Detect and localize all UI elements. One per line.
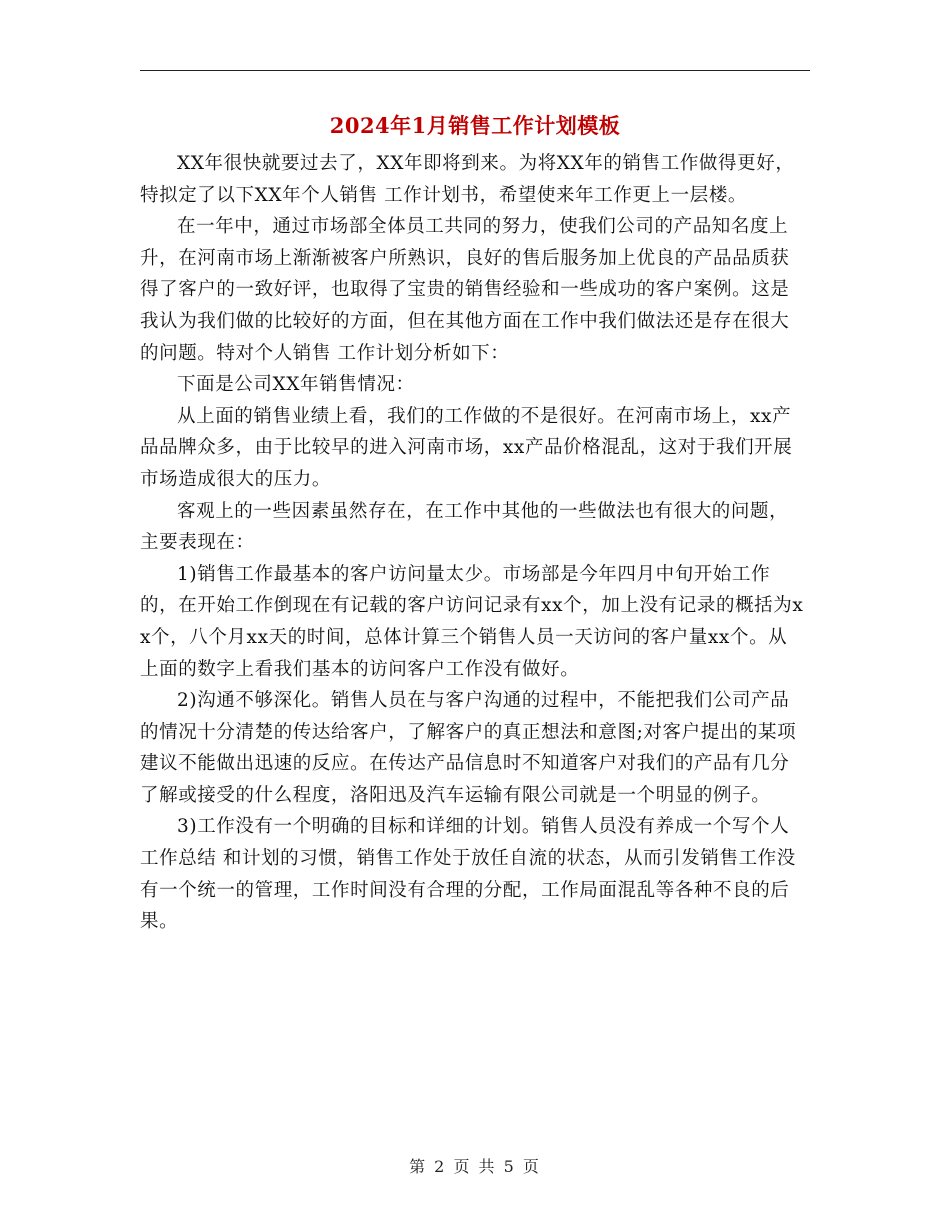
document-body [140,148,805,938]
paragraph: 下面是公司XX年销售情况： [177,374,415,396]
paragraph: 1)销售工作最基本的客户访问量太少。市场部是今年四月中旬开始工作的，在开始工作倒现在有记载的客户访问记录有xx个，加上没有记录的概括为xx个，八个月xx天的时间，总体计算三个销售人员一天访问的客户量xx个。从上面的数字上看我们基本的访问客户工作没有做好。 [140,563,804,680]
paragraph: 3)工作没有一个明确的目标和详细的计划。销售人员没有养成一个写个人 工作总结 和计划的习惯，销售工作处于放任自流的状态，从而引发销售工作没有一个统一的管理，工作时间没有合理的分配，工作局面混乱等各种不良的后果。 [140,816,796,933]
paragraph: 从上面的销售业绩上看，我们的工作做的不是很好。在河南市场上，xx产品品牌众多，由于比较早的进入河南市场，xx产品价格混乱，这对于我们开展市场造成很大的压力。 [140,405,793,490]
header-rule [140,70,810,71]
paragraph: 2)沟通不够深化。销售人员在与客户沟通的过程中，不能把我们公司产品的情况十分清楚的传达给客户，了解客户的真正想法和意图;对客户提出的某项建议不能做出迅速的反应。在传达产品信息时不知道客户对我们的产品有几分了解或接受的什么程度，洛阳迅及汽车运输有限公司就是一个明显的例子。 [140,690,797,806]
document-title: 2024年1月销售工作计划模板 [329,113,621,138]
page-number-footer: 第 2 页 共 5 页 [409,1157,541,1176]
paragraph: 在一年中，通过市场部全体员工共同的努力，使我们公司的产品知名度上升，在河南市场上渐渐被客户所熟识，良好的售后服务加上优良的产品品质获得了客户的一致好评，也取得了宝贵的销售经验和一些成功的客户案例。这是我认为我们做的比较好的方面，但在其他方面在工作中我们做法还是存在很大的问题。特对个人销售 工作计划分析如下： [140,216,790,364]
paragraph: 客观上的一些因素虽然存在，在工作中其他的一些做法也有很大的问题，主要表现在： [140,500,789,554]
paragraph: XX年很快就要过去了，XX年即将到来。为将XX年的销售工作做得更好，特拟定了以下XX年个人销售 工作计划书，希望使来年工作更上一层楼。 [140,153,795,206]
